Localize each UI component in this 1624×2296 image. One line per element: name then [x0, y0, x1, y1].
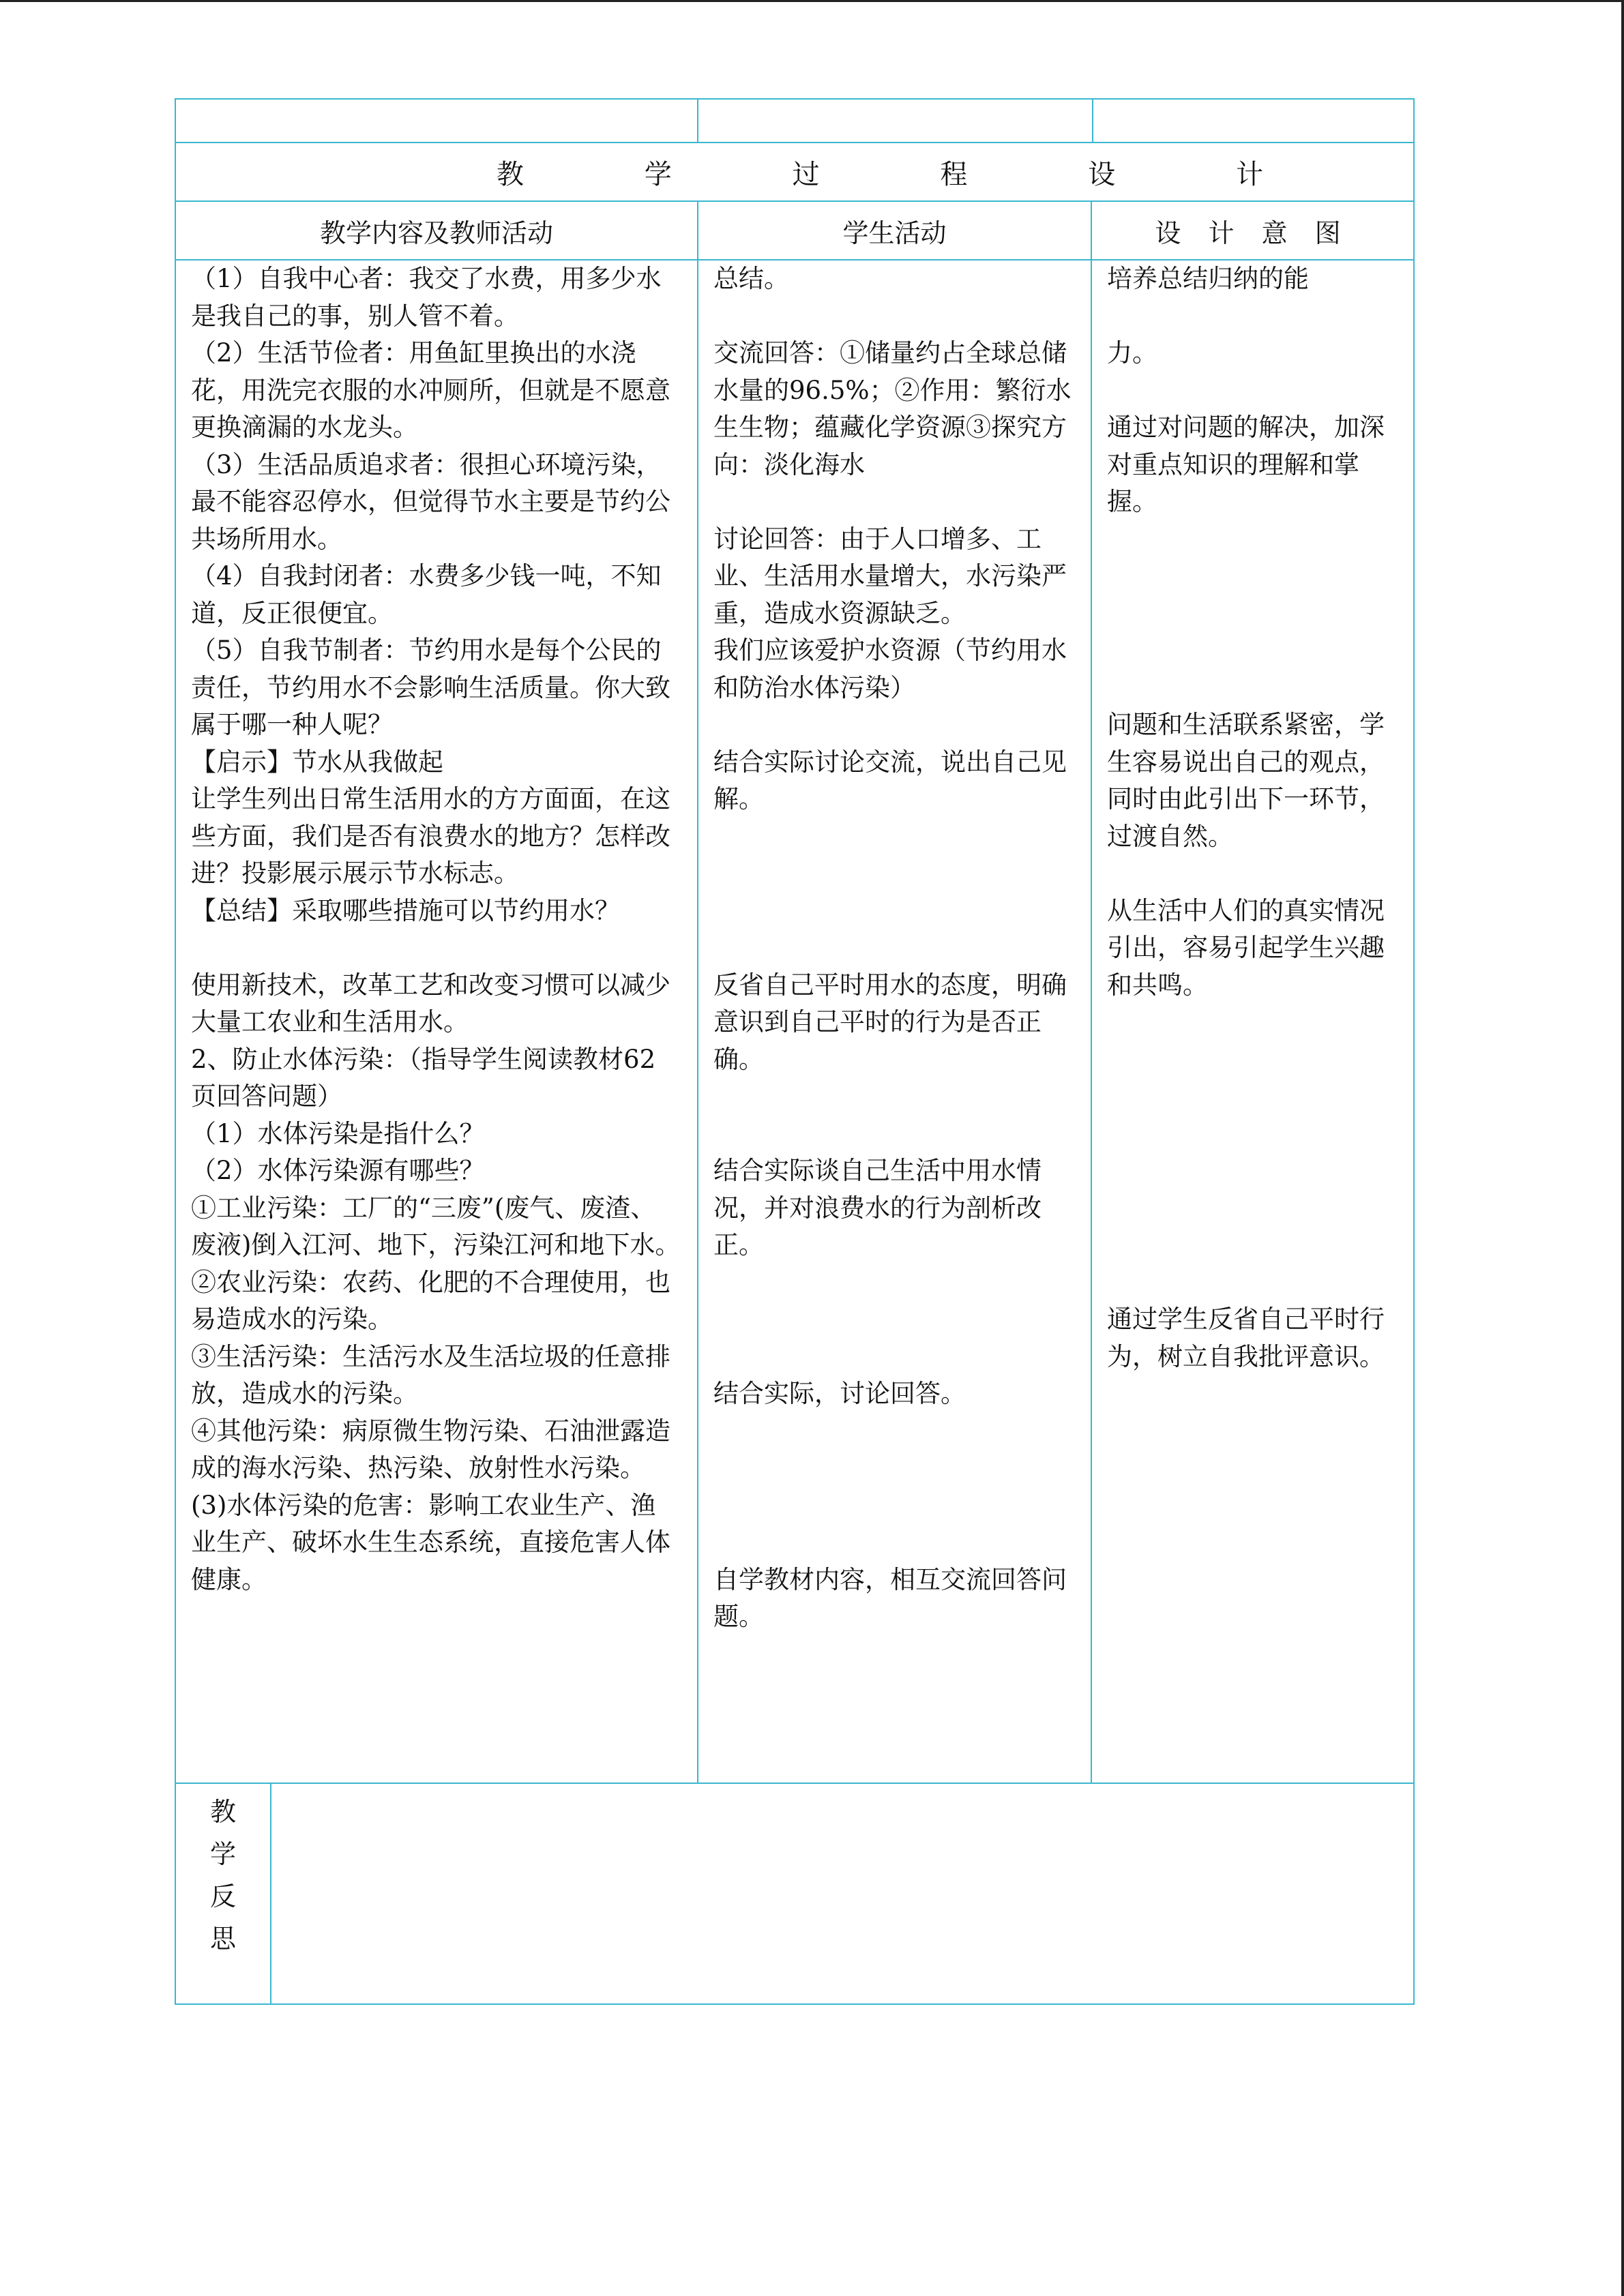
teacher-paragraph: 【总结】采取哪些措施可以节约用水？	[191, 895, 620, 925]
blank-line	[1107, 1264, 1398, 1302]
blank-line	[713, 1487, 1076, 1525]
blank-line	[1107, 632, 1398, 670]
title-char: 学	[644, 158, 672, 190]
blank-line	[713, 1450, 1076, 1487]
teacher-paragraph: （1）水体污染是指什么？	[191, 1118, 485, 1148]
blank-line	[713, 929, 1076, 967]
blank-line	[713, 706, 1076, 744]
reflection-content	[271, 1783, 1414, 2004]
blank-line	[713, 1524, 1076, 1562]
title-char: 教	[497, 158, 524, 190]
student-paragraph: 结合实际谈自己生活中用水情况，并对浪费水的行为剖析改正。	[713, 1156, 1042, 1259]
teacher-paragraph: ②农业污染：农药、化肥的不合理使用，也易造成水的污染。	[191, 1267, 670, 1334]
content-row	[175, 260, 1414, 1783]
blank-header-row	[175, 99, 1414, 143]
title-row	[175, 143, 1414, 201]
design-intent-cell	[1091, 260, 1414, 1783]
blank-line	[1107, 1041, 1398, 1079]
blank-line	[713, 1413, 1076, 1450]
blank-line	[713, 1339, 1076, 1376]
header-design-intent: 设 计 意 图	[1091, 201, 1414, 260]
teacher-paragraph: （3）生活品质追求者：很担心环境污染，最不能容忍停水，但觉得节水主要是节约公共场所用水。	[191, 449, 670, 554]
blank-cell-right	[1093, 99, 1414, 143]
blank-cell-middle	[698, 99, 1093, 143]
intent-paragraph: 培养总结归纳的能	[1107, 264, 1309, 293]
blank-line	[713, 893, 1076, 930]
blank-line	[713, 1264, 1076, 1302]
title-char: 设	[1088, 158, 1116, 190]
blank-line	[713, 1116, 1076, 1153]
intent-paragraph: 从生活中人们的真实情况引出，容易引起学生兴趣和共鸣。	[1107, 895, 1385, 1000]
teacher-paragraph: （1）自我中心者：我交了水费，用多少水是我自己的事，别人管不着。	[191, 264, 662, 331]
lesson-plan-table	[175, 98, 1415, 2005]
intent-paragraph: 通过学生反省自己平时行为，树立自我批评意识。	[1107, 1304, 1385, 1371]
student-paragraph: 结合实际，讨论回答。	[713, 1379, 966, 1408]
teacher-paragraph: ③生活污染：生活污水及生活垃圾的任意排放，造成水的污染。	[191, 1341, 670, 1408]
blank-line	[1107, 855, 1398, 893]
header-student-activity: 学生活动	[698, 201, 1091, 260]
header-teacher-activity: 教学内容及教师活动	[175, 201, 698, 260]
blank-line	[1107, 1116, 1398, 1153]
blank-line	[1107, 1152, 1398, 1190]
student-paragraph: 我们应该爱护水资源（节约用水和防治水体污染）	[713, 636, 1067, 702]
blank-line	[713, 1078, 1076, 1116]
intent-paragraph: 力。	[1107, 338, 1157, 368]
blank-line	[1107, 1078, 1398, 1116]
blank-line	[1107, 670, 1398, 707]
section-title-text	[176, 153, 1413, 192]
reflection-label-char: 学	[209, 1839, 236, 1869]
blank-line	[191, 929, 681, 967]
reflection-row	[175, 1783, 1414, 2004]
teacher-paragraph: （5）自我节制者：节约用水是每个公民的责任，节约用水不会影响生活质量。你大致属于哪一种人呢？	[191, 636, 670, 739]
teacher-paragraph: 使用新技术，改革工艺和改变习惯可以减少大量工农业和生活用水。	[191, 970, 670, 1037]
reflection-label-char: 思	[209, 1924, 236, 1954]
blank-line	[713, 1301, 1076, 1339]
teacher-paragraph: ④其他污染：病原微生物污染、石油泄露造成的海水污染、热污染、放射性水污染。	[191, 1416, 670, 1482]
teacher-paragraph: （4）自我封闭者：水费多少钱一吨，不知道，反正很便宜。	[191, 561, 662, 628]
title-char: 程	[940, 158, 968, 190]
student-paragraph: 总结。	[713, 264, 789, 293]
student-activity-cell	[698, 260, 1091, 1783]
student-paragraph: 反省自己平时用水的态度，明确意识到自己平时的行为是否正确。	[713, 970, 1067, 1074]
teacher-paragraph: （2）生活节俭者：用鱼缸里换出的水浇花，用洗完衣服的水冲厕所，但就是不愿意更换滴漏的水龙头。	[191, 338, 670, 442]
blank-line	[713, 298, 1076, 336]
reflection-label-char: 反	[209, 1881, 236, 1911]
teacher-paragraph: 2、防止水体污染：（指导学生阅读教材62页回答问题）	[191, 1044, 656, 1111]
blank-line	[1107, 1190, 1398, 1227]
title-char: 计	[1235, 158, 1263, 190]
student-paragraph: 讨论回答：由于人口增多、工业、生活用水量增大，水污染严重，造成水资源缺乏。	[713, 524, 1067, 628]
blank-line	[1107, 1227, 1398, 1264]
student-paragraph: 自学教材内容，相互交流回答问题。	[713, 1564, 1067, 1631]
reflection-label-char: 教	[209, 1797, 236, 1827]
title-char: 过	[792, 158, 820, 190]
teacher-paragraph: ①工业污染：工厂的“三废”(废气、废渣、废液)倒入江河、地下，污染江河和地下水。	[191, 1193, 681, 1259]
page-top-edge	[0, 0, 1624, 2]
teacher-paragraph: 让学生列出日常生活用水的方方面面，在这些方面，我们是否有浪费水的地方？怎样改进？投影展示展示节水标志。	[191, 784, 670, 888]
blank-line	[1107, 521, 1398, 558]
teacher-paragraph: 【启示】节水从我做起	[191, 747, 443, 777]
blank-line	[1107, 372, 1398, 410]
student-paragraph: 交流回答：①储量约占全球总储水量的96.5%；②作用：繁衍水生生物；蕴藏化学资源③探究方向：淡化海水	[713, 338, 1072, 479]
student-paragraph: 结合实际讨论交流，说出自己见解。	[713, 747, 1067, 814]
teacher-paragraph: (3)水体污染的危害：影响工农业生产、渔业生产、破坏水生生态系统，直接危害人体健康。	[191, 1490, 670, 1594]
blank-line	[1107, 1004, 1398, 1041]
teacher-paragraph: （2）水体污染源有哪些？	[191, 1156, 485, 1185]
reflection-label	[175, 1783, 271, 2004]
blank-line	[1107, 595, 1398, 633]
section-title	[175, 143, 1414, 201]
blank-line	[713, 818, 1076, 856]
blank-line	[713, 483, 1076, 521]
blank-line	[1107, 298, 1398, 336]
blank-line	[713, 855, 1076, 893]
teacher-activity-cell	[175, 260, 698, 1783]
page-right-edge	[1621, 0, 1624, 2296]
blank-cell-left	[175, 99, 698, 143]
column-header-row	[175, 201, 1414, 260]
intent-paragraph: 问题和生活联系紧密，学生容易说出自己的观点，同时由此引出下一环节，过渡自然。	[1107, 710, 1385, 851]
intent-paragraph: 通过对问题的解决，加深对重点知识的理解和掌握。	[1107, 413, 1385, 516]
blank-line	[1107, 558, 1398, 595]
